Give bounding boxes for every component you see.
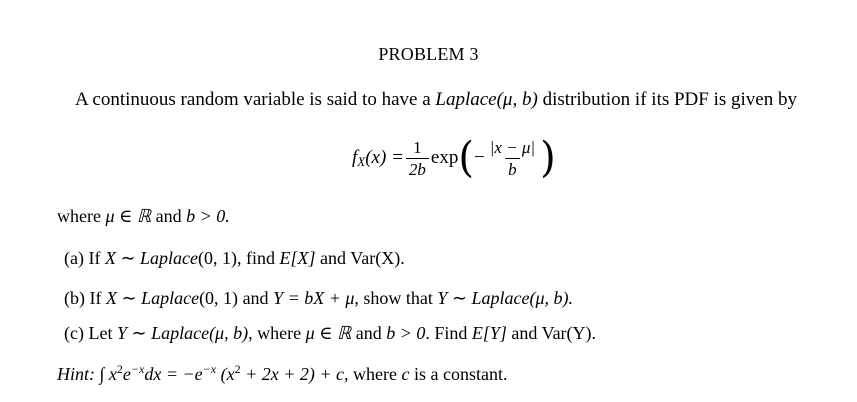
where-cond-b: b > 0. bbox=[186, 206, 230, 226]
part-c bbox=[64, 323, 596, 344]
formula-fraction-1 bbox=[406, 139, 429, 178]
part-b-dist: Laplace bbox=[141, 288, 200, 308]
part-a-and: and bbox=[315, 248, 351, 268]
hint-sq2: 2 bbox=[234, 362, 241, 376]
intro-sentence bbox=[75, 89, 797, 111]
intro-dist-name: Laplace bbox=[435, 89, 497, 110]
part-a-math1: X ∼ bbox=[104, 248, 141, 268]
part-b bbox=[64, 288, 573, 309]
part-c-math1: Y ∼ bbox=[116, 323, 152, 343]
formula-subscript: X bbox=[357, 154, 366, 169]
hint-rest: + 2x + 2) + c, bbox=[240, 364, 349, 384]
where-word: where bbox=[57, 206, 106, 226]
part-b-math3: Y ∼ bbox=[437, 288, 472, 308]
formula-f: f bbox=[352, 147, 358, 168]
where-line bbox=[57, 206, 230, 227]
hint-e1-exponent: −x bbox=[130, 362, 145, 376]
hint-dx: dx = −e bbox=[144, 364, 203, 384]
hint-tail: where bbox=[348, 364, 402, 384]
hint-label: Hint: bbox=[57, 364, 95, 384]
formula-minus: − bbox=[473, 147, 485, 168]
formula-left-paren: ( bbox=[458, 133, 474, 183]
hint-paren: (x bbox=[216, 364, 235, 384]
hint-line bbox=[57, 364, 507, 385]
formula-right-paren: ) bbox=[540, 133, 556, 183]
hint-c: c bbox=[401, 364, 410, 384]
part-a-variance: Var(X). bbox=[350, 248, 405, 268]
part-a-mid: , find bbox=[237, 248, 280, 268]
part-a-dist: Laplace bbox=[140, 248, 199, 268]
pdf-formula bbox=[352, 133, 556, 183]
intro-text-before: A continuous random variable is said to have a bbox=[75, 89, 436, 110]
part-c-mid2: . Find bbox=[425, 323, 472, 343]
part-c-dist: Laplace bbox=[151, 323, 210, 343]
part-c-args: (μ, b) bbox=[209, 323, 249, 343]
intro-dist-args: (μ, b) bbox=[496, 89, 538, 110]
hint-tail2: is a constant. bbox=[409, 364, 508, 384]
hint-integral: ∫ x bbox=[95, 364, 117, 384]
part-b-math1: X ∼ bbox=[105, 288, 142, 308]
part-c-expectation: E[Y] bbox=[471, 323, 507, 343]
part-c-label: (c) Let bbox=[64, 323, 117, 343]
problem-title-text: PROBLEM 3 bbox=[378, 44, 479, 64]
intro-text-after: distribution if its PDF is given by bbox=[537, 89, 797, 110]
part-b-args2: (μ, b). bbox=[529, 288, 574, 308]
part-a-expectation: E[X] bbox=[279, 248, 316, 268]
part-b-label: (b) If bbox=[64, 288, 106, 308]
problem-title bbox=[0, 44, 857, 65]
hint-e1: e bbox=[122, 364, 131, 384]
hint-sq: 2 bbox=[116, 362, 123, 376]
fraction-1-numerator: 1 bbox=[413, 137, 422, 157]
where-and: and bbox=[151, 206, 187, 226]
hint-e2-exponent: −x bbox=[202, 362, 217, 376]
formula-fraction-2 bbox=[487, 139, 538, 178]
part-b-args: (0, 1) bbox=[199, 288, 239, 308]
part-a-label: (a) If bbox=[64, 248, 105, 268]
part-b-mid: and bbox=[238, 288, 274, 308]
part-c-variance: Var(Y). bbox=[541, 323, 597, 343]
part-a bbox=[64, 248, 405, 269]
part-c-b-cond: b > 0 bbox=[386, 323, 426, 343]
formula-arg: (x) = bbox=[365, 147, 404, 168]
part-c-and2: and bbox=[506, 323, 542, 343]
part-c-and: and bbox=[351, 323, 387, 343]
fraction-2-denominator: b bbox=[505, 158, 520, 178]
part-c-mu-cond: μ ∈ ℝ bbox=[305, 323, 352, 343]
formula-exp: exp bbox=[430, 147, 459, 168]
part-b-transform: Y = bX + μ bbox=[273, 288, 355, 308]
where-cond-mu: μ ∈ ℝ bbox=[105, 206, 152, 226]
part-a-args: (0, 1) bbox=[198, 248, 238, 268]
part-c-mid: , where bbox=[248, 323, 306, 343]
part-b-mid2: , show that bbox=[354, 288, 438, 308]
fraction-2-numerator: |x − μ| bbox=[489, 137, 536, 157]
part-b-dist2: Laplace bbox=[471, 288, 530, 308]
fraction-1-denominator: 2b bbox=[406, 158, 429, 178]
